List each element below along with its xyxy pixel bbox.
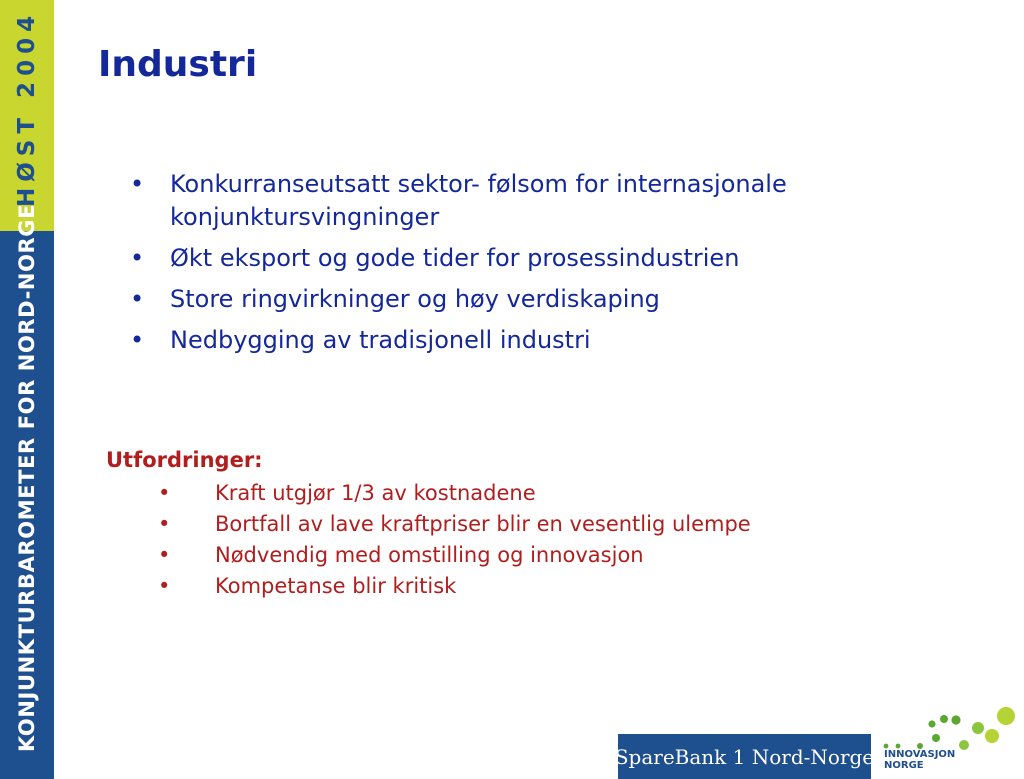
bullet-item xyxy=(130,283,960,316)
bullet-marker: • xyxy=(130,244,145,272)
bullet-text: Konkurranseutsatt sektor- følsom for internasjonale konjunktursvingninger xyxy=(170,170,787,231)
bullet-marker: • xyxy=(158,574,171,598)
innovasjon-logo-line1: INNOVASJON xyxy=(884,749,956,760)
innovasjon-logo-text xyxy=(884,749,955,771)
innovasjon-logo-line2: NORGE xyxy=(884,760,924,771)
challenges-list xyxy=(158,478,958,602)
bullet-text: Økt eksport og gode tider for prosessindustrien xyxy=(170,244,740,272)
bullet-marker: • xyxy=(130,285,145,313)
sidebar xyxy=(0,0,54,779)
bullet-marker: • xyxy=(158,512,171,536)
sidebar-title-band xyxy=(0,203,54,779)
challenge-item xyxy=(158,540,958,571)
bullet-item xyxy=(130,168,960,234)
sidebar-title-label: KONJUNKTURBAROMETER FOR NORD-NORGE xyxy=(15,203,39,752)
challenges-heading: Utfordringer: xyxy=(106,448,263,472)
challenge-item xyxy=(158,509,958,540)
sidebar-season-band xyxy=(0,0,54,231)
bullet-marker: • xyxy=(158,543,171,567)
bullet-item xyxy=(130,324,960,357)
challenge-item xyxy=(158,571,958,602)
bullet-marker: • xyxy=(130,326,145,354)
slide-title: Industri xyxy=(98,44,258,85)
sidebar-season-label: HØST 2004 xyxy=(14,9,40,207)
challenge-text: Bortfall av lave kraftpriser blir en vesentlig ulempe xyxy=(215,512,751,536)
bullet-text: Store ringvirkninger og høy verdiskaping xyxy=(170,285,660,313)
sparebank-logo: SpareBank 1 Nord-Norge xyxy=(618,734,871,779)
main-bullet-list xyxy=(130,168,960,365)
bullet-marker: • xyxy=(130,170,145,198)
bullet-marker: • xyxy=(158,481,171,505)
challenge-item xyxy=(158,478,958,509)
bullet-item xyxy=(130,242,960,275)
challenge-text: Kraft utgjør 1/3 av kostnadene xyxy=(215,481,536,505)
bullet-text: Nedbygging av tradisjonell industri xyxy=(170,326,591,354)
challenge-text: Nødvendig med omstilling og innovasjon xyxy=(215,543,644,567)
challenge-text: Kompetanse blir kritisk xyxy=(215,574,457,598)
